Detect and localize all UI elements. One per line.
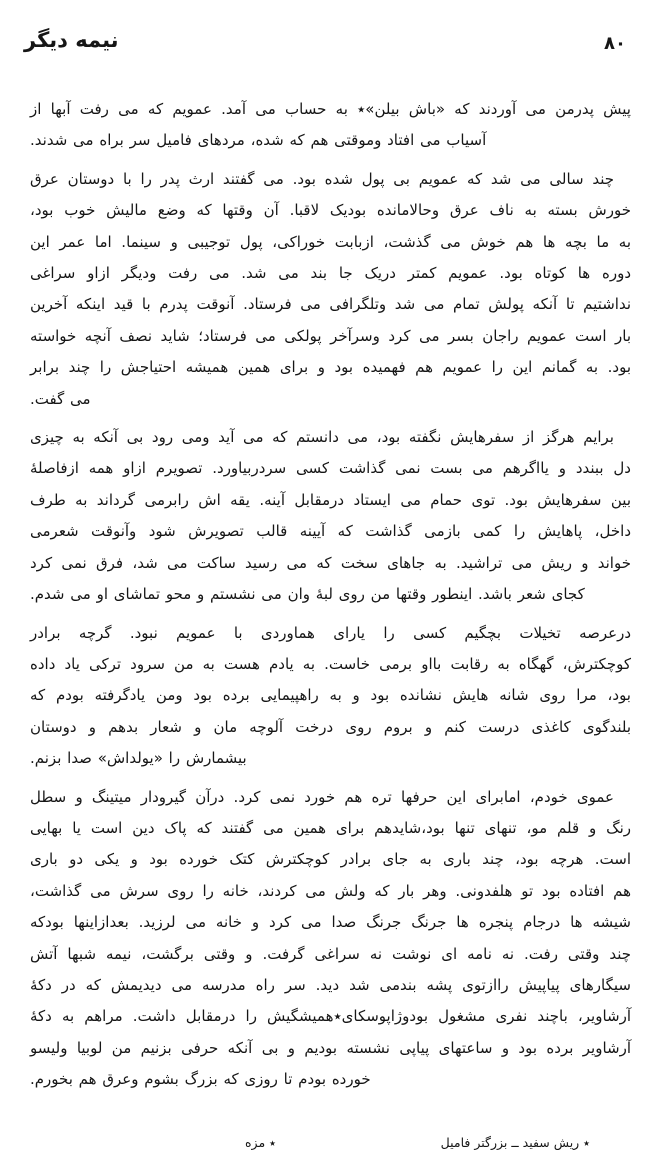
text-line: بیشمارش را «یولداش» صدا بزنم. [30, 749, 247, 768]
page-title: نیمه دیگر [24, 28, 119, 52]
text-line: شیشه ها درجام پنجره ها جرنگ جرنگ صدا می کرد و خانه می لرزید. بعدازاینها بودکه [30, 913, 631, 932]
text-line: دل ببندد و یااگرهم می بست نمی گذاشت کسی سردربیاورد. تصویرم ازاو همه ازفاصلهٔ [30, 459, 631, 478]
paragraph [30, 94, 631, 157]
text-line: کوچکترش، گهگاه به رقابت بااو برمی خاست. به یادم هست به من سرود ترکی یاد داده [30, 654, 631, 673]
text-line: خواند و ریش می تراشید. به جاهای سخت که می رسید ساکت می شد، فرق نمی کرد [30, 553, 631, 572]
text-line: بار است عمویم راجان بسر می کرد وسرآخر پولکی می فرستاد؛ شاید نصف آنچه خواسته [30, 326, 631, 345]
text-line: آرشاویر، باچند نفری مشغول بودوژاپوسکای٭همیشگیش را درمقابل داشت. مراهم به دکهٔ [30, 1007, 631, 1026]
body-text [30, 94, 631, 1096]
text-line: درعرصه تخیلات بچگیم کسی را یارای هماوردی با عمویم نبود. گرچه برادر [30, 623, 631, 642]
text-line: خورش بسته به ناف عرق وحالامانده بودیک لاقبا. آن وقتها که وضع مالیش خوب بود، [30, 201, 631, 220]
text-line: بلندگوی کاغذی درست کنم و بروم روی درخت آلوچه مان و شعار بدهم و دوستان [30, 717, 631, 736]
text-line: نداشتیم تا آنکه پولش تمام می شد وتلگرافی می فرستاد. آنوقت پدرم با قید اینکه آخرین [30, 295, 631, 314]
footnote-zapuskay: ٭ مزه [245, 1135, 276, 1150]
text-line: به ما بچه ها هم خوش می گذشت، ازبابت خوراکی، پول توجیبی و سینما. اما عمر این [30, 232, 631, 251]
text-line: رنگ و قلم مو، تنهای تنها بود،شایدهم برای همین می گفتند که پاک دین است یا بهایی [30, 818, 631, 837]
text-line: آسیاب می افتاد وموقتی هم که شده، مردهای فامیل سر براه می شدند. [30, 131, 487, 150]
text-line: برایم هرگز از سفرهایش نگفته بود، می دانستم که می آید ومی رود بی آنکه به چیزی [30, 428, 614, 447]
text-line: چند سالی می شد که عمویم بی پول شده بود. می گفتند ارث پدر را با دوستان عرق [30, 169, 614, 188]
text-line: بود. به گمانم این را عمویم هم فهمیده بود و برای همین همیشه احتیاجش را چند برابر [30, 358, 631, 377]
text-line: هم افتاده بود تو هلفدونی. وهر بار که ولش می کردند، خانه را روی سرش می گذاشت، [30, 881, 631, 900]
text-line: آرشاویر برده بود و ساعتهای پیاپی نشسته بودیم و بی آنکه حرفی بزنیم من لوبیا ولیسو [30, 1038, 631, 1057]
text-line: بین سفرهایش بود. توی حمام می ایستاد درمقابل آینه. یقه اش رابرمی گرداند به طرف [30, 490, 631, 509]
text-line: بود، مرا روی شانه هایش نشانده بود و به راهپیمایی برده بود ومن یادگرفته بودم که [30, 686, 631, 705]
text-line: عموی خودم، امابرای این حرفها تره هم خورد نمی کرد. درآن گیرودار میتینگ و سطل [30, 787, 614, 806]
text-line: سیگارهای پیاپیش راازتوی پشه بندمی شد دید. سر راه مدرسه می دیدیمش که در دکهٔ [30, 975, 631, 994]
paragraph [30, 164, 631, 415]
text-line: کجای شعر باشد. اینطور وقتها من روی لبهٔ وان می نشستم و محو تماشای او می شدم. [30, 585, 585, 604]
text-line: داخل، پاهایش را کمی بازمی گذاشت که آیینه قالب تصویرش شود وآنوقت شعرمی [30, 522, 631, 541]
text-line: خورده بودم تا روزی که بزرگ بشوم وعرق هم بخورم. [30, 1070, 371, 1089]
text-line: چند وقتی رفت. نه نامه ای نوشت نه سراغی گرفت. و وقتی برگشت، نیمه شبها آتش [30, 944, 631, 963]
text-line: می گفت. [30, 389, 91, 408]
paragraph [30, 422, 631, 610]
footnote-bash-bilan: ٭ ریش سفید ــ بزرگتر فامیل [440, 1135, 590, 1150]
footnotes [0, 1135, 659, 1157]
text-line: دوره ها کوتاه بود. عمویم کمتر دریک جا بند می شد. می رفت ودیگر ازاو سراغی [30, 264, 631, 283]
text-line: است. هرچه بود، چند باری به جای برادر کوچکترش کتک خورده بود و یکی دو باری [30, 850, 631, 869]
paragraph [30, 782, 631, 1096]
page-number: ۸۰ [604, 33, 626, 54]
text-line: پیش پدرمن می آوردند که «باش بیلن»٭ به حساب می آمد. عمویم که می رفت آبها از [30, 100, 631, 118]
paragraph [30, 618, 631, 775]
